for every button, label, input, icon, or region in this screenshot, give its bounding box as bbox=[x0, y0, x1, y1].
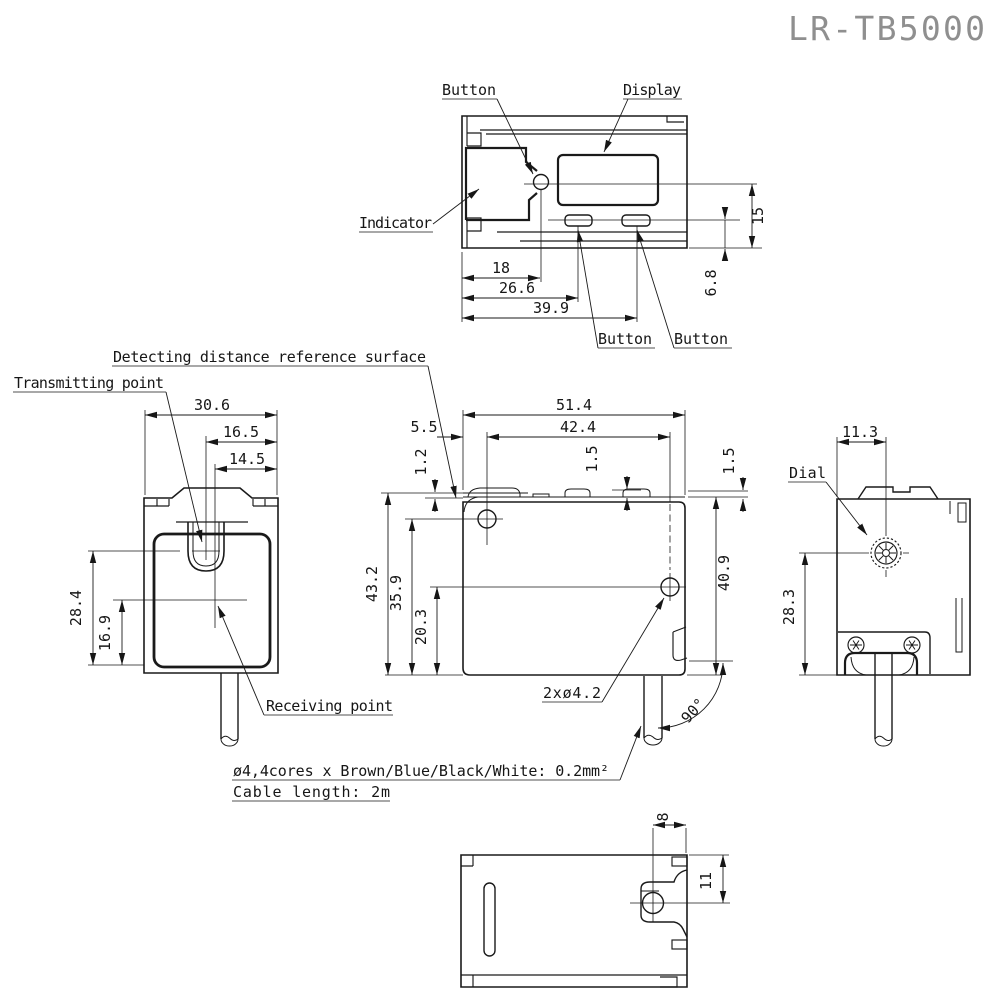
dim-8: 8 bbox=[654, 812, 672, 822]
transmitting-point-label: Transmitting point bbox=[14, 374, 164, 392]
front-centerlines bbox=[88, 410, 277, 665]
small-button-1 bbox=[565, 215, 592, 226]
dim-30-6: 30.6 bbox=[193, 396, 231, 414]
front-body-outline bbox=[144, 488, 278, 673]
dim-20-3: 20.3 bbox=[412, 608, 430, 646]
dim-43-2: 43.2 bbox=[363, 565, 381, 603]
display-leader bbox=[604, 99, 628, 152]
sensing-window bbox=[154, 534, 270, 667]
rear-cable-end bbox=[875, 736, 892, 746]
dim-6-8: 6.8 bbox=[702, 269, 720, 297]
front-body-details bbox=[144, 499, 278, 522]
angle-90-label: 90° bbox=[677, 694, 710, 727]
din-tab-top bbox=[672, 857, 687, 866]
rear-cable bbox=[875, 654, 892, 739]
rear-channel-lobes bbox=[851, 657, 914, 675]
rear-side-details bbox=[950, 501, 966, 652]
button2-label: Button bbox=[598, 330, 652, 348]
transmitting-leader bbox=[166, 392, 202, 542]
hole-leader bbox=[602, 598, 664, 702]
bottom-slot bbox=[484, 883, 495, 956]
dim-16-9: 16.9 bbox=[96, 614, 114, 652]
cable-length-note: Cable length: 2m bbox=[233, 783, 390, 801]
dim-26-6: 26.6 bbox=[498, 279, 536, 297]
dial-label: Dial bbox=[789, 464, 826, 482]
small-button-2 bbox=[622, 215, 650, 226]
round-button bbox=[534, 175, 549, 190]
dim-1-2: 1.2 bbox=[412, 448, 430, 476]
rear-view bbox=[780, 423, 970, 746]
dim-15: 15 bbox=[749, 206, 767, 226]
dim-51-4: 51.4 bbox=[555, 396, 593, 414]
dim-35-9: 35.9 bbox=[387, 574, 405, 612]
side-centerlines bbox=[381, 410, 748, 675]
cable-notes bbox=[232, 726, 641, 801]
front-cable bbox=[221, 673, 238, 739]
top-body-outline bbox=[462, 116, 687, 248]
display-label: Display bbox=[623, 81, 681, 99]
dim-11-3: 11.3 bbox=[841, 423, 879, 441]
front-label-underlines bbox=[13, 366, 428, 715]
front-cable-end bbox=[221, 736, 238, 746]
dim-18: 18 bbox=[491, 259, 511, 277]
detecting-surface-label: Detecting distance reference surface bbox=[113, 348, 426, 366]
dim-5-5: 5.5 bbox=[410, 418, 438, 436]
display-window bbox=[558, 155, 658, 205]
side-view bbox=[363, 396, 748, 745]
receiving-point-label: Receiving point bbox=[266, 697, 393, 715]
cable-note-leader bbox=[620, 726, 641, 780]
cable-spec-note: ø4,4cores x Brown/Blue/Black/White: 0.2mm² bbox=[233, 762, 609, 780]
indicator-leader bbox=[433, 189, 479, 224]
top-view bbox=[359, 81, 767, 348]
dim-42-4: 42.4 bbox=[559, 418, 597, 436]
dial-leader bbox=[826, 482, 867, 535]
mounting-hole-label: 2xø4.2 bbox=[543, 684, 601, 702]
rear-cable-channel bbox=[845, 653, 917, 675]
button-leader bbox=[497, 99, 533, 174]
dim-28-4: 28.4 bbox=[67, 589, 85, 627]
rear-body-outline bbox=[837, 499, 970, 675]
din-tab-bottom bbox=[672, 940, 687, 949]
bottom-view bbox=[461, 812, 730, 987]
indicator-label: Indicator bbox=[359, 214, 432, 232]
dim-1-5-right: 1.5 bbox=[720, 447, 738, 475]
dim-1-5-mid: 1.5 bbox=[583, 445, 601, 473]
bottom-centerlines bbox=[630, 828, 730, 922]
dim-39-9: 39.9 bbox=[532, 299, 570, 317]
button-label: Button bbox=[442, 81, 496, 99]
dial-spokes bbox=[876, 543, 896, 563]
dim-40-9: 40.9 bbox=[715, 554, 733, 592]
dim-14-5: 14.5 bbox=[228, 450, 266, 468]
side-body-outline bbox=[463, 502, 685, 675]
front-view bbox=[13, 348, 456, 746]
dim-16-5: 16.5 bbox=[222, 423, 260, 441]
dial-center bbox=[883, 550, 890, 557]
button3-label: Button bbox=[674, 330, 728, 348]
side-top-details bbox=[463, 488, 685, 512]
drawing-title: LR-TB5000 bbox=[788, 9, 986, 48]
rear-top-details bbox=[858, 487, 938, 499]
receiving-leader bbox=[218, 606, 264, 715]
dim-28-3: 28.3 bbox=[780, 588, 798, 626]
dim-11: 11 bbox=[697, 871, 715, 891]
screw-stars bbox=[850, 641, 918, 650]
side-cable bbox=[644, 676, 662, 738]
side-cable-end bbox=[644, 735, 662, 745]
top-body-details bbox=[467, 116, 687, 248]
